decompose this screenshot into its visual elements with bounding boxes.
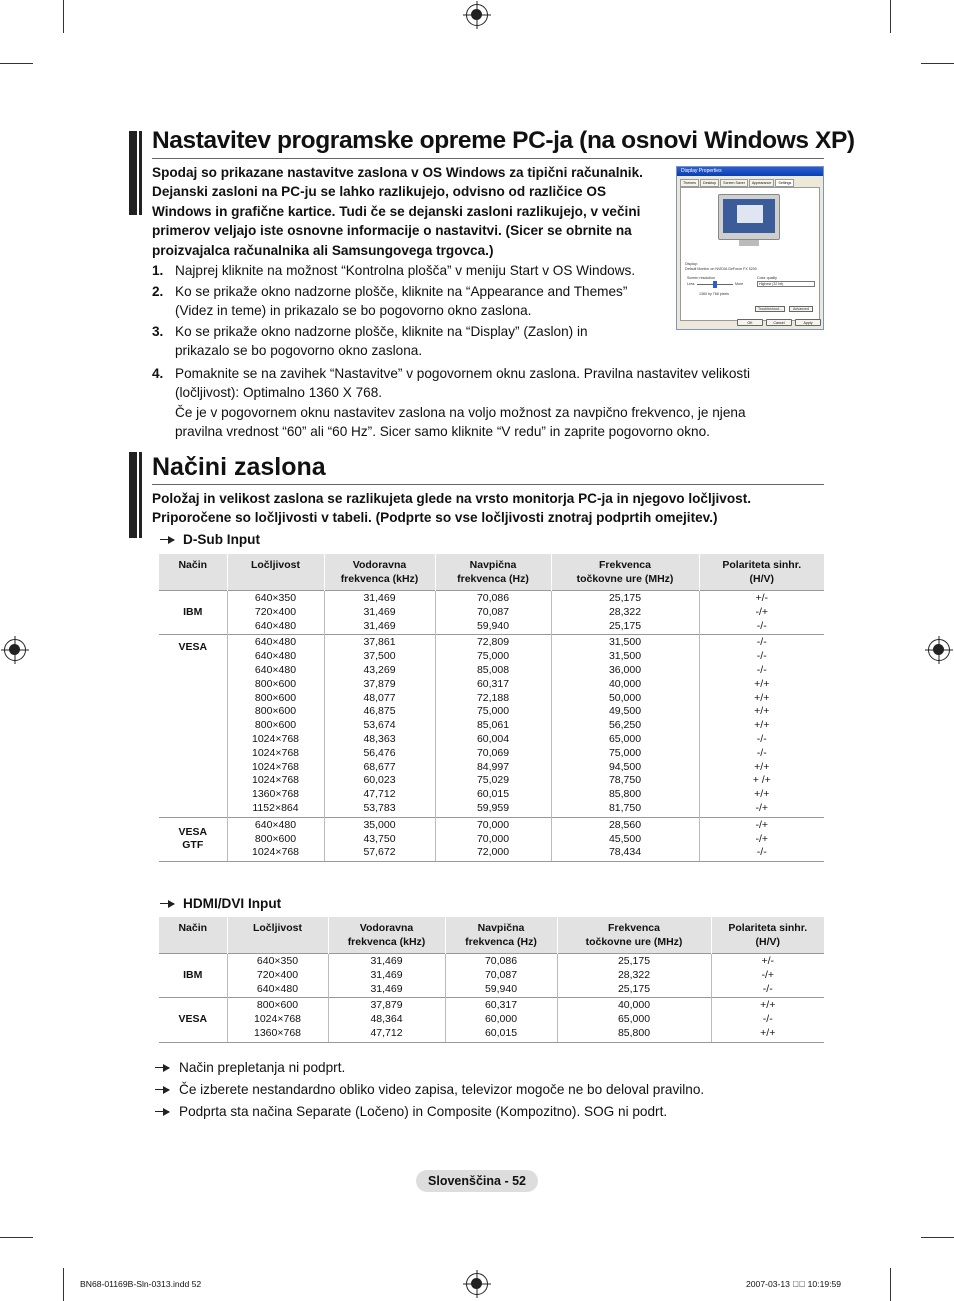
step-text: (ločljivost): Optimalno 1360 X 768. [175,385,383,401]
value-cell: 31,500 31,500 36,000 40,000 50,000 49,500 56,250 65,000 75,000 94,500 78,750 85,800 81,750 [551,635,699,817]
title-rule [152,158,824,159]
column-header: Način [159,917,227,954]
resolution-value: 1360 by 768 pixels [699,292,729,296]
step-number: 3. [152,324,164,339]
crop-mark [890,1268,891,1301]
cancel-button: Cancel [766,319,792,326]
intro-line: proizvajalca računalnika ali Samsungovega trgovca.) [152,242,494,258]
tab-themes: Themes [680,179,699,187]
intro-line: Dejanski zasloni na PC-ju se lahko razlikujejo, odvisno od različice OS [152,184,607,200]
column-header: Ločljivost [227,554,324,591]
intro-line: primerov veljajo iste osnovne informacije o nastavitvi. (Sicer se obrnite na [152,223,632,239]
note-sync [155,1104,667,1119]
intro-line: Spodaj so prikazane nastavitve zaslona v OS Windows za tipični računalnik. [152,165,643,180]
step-text: Ko se prikaže okno nadzorne plošče, kliknite na “Appearance and Themes” [175,284,628,299]
value-cell: 25,175 28,322 25,175 [551,591,699,635]
value-cell: 25,175 28,322 25,175 [557,954,711,998]
arrow-icon [155,1086,170,1094]
tab-desktop: Desktop [700,179,719,187]
slider-thumb [713,281,717,288]
value-cell: 70,086 70,087 59,940 [435,591,551,635]
table-header-row [159,554,824,591]
table-row [159,817,824,861]
step-4 [152,364,824,442]
section-title-software: Nastavitev programske opreme PC-ja (na osnovi Windows XP) [152,127,855,154]
note-interlace [155,1060,345,1075]
note-nonstandard [155,1082,704,1097]
troubleshoot-button: Troubleshoot... [755,306,785,312]
mode-cell: IBM [159,954,227,998]
hdmi-table [159,917,824,1043]
crop-mark [0,63,33,64]
value-cell: 31,469 31,469 31,469 [324,591,435,635]
crop-mark [63,1268,64,1301]
intro-line: Priporočene so ločljivosti v tabeli. (Podprte so vse ločljivosti znotraj podprtih omejitev.) [152,510,718,526]
column-header: Navpična frekvenca (Hz) [445,917,557,954]
dsub-heading [160,532,260,547]
page-number-badge: Slovenščina - 52 [416,1170,538,1192]
value-cell: 40,000 65,000 85,800 [557,998,711,1042]
value-cell: +/- -/+ -/- [711,954,824,998]
table-row [159,635,824,817]
title-rule [152,484,824,485]
value-cell: +/- -/+ -/- [699,591,824,635]
settings-pane [680,187,820,321]
note-text: Podprta sta načina Separate (Ločeno) in Composite (Kompozitno). SOG ni podrt. [179,1104,668,1119]
mode-cell: VESA [159,635,227,817]
apply-button: Apply [795,319,821,326]
step-text: (Videz in teme) in prikazalo se bo pogovorno okno zaslona. [175,303,532,319]
value-cell: 640×350 720×400 640×480 [227,591,324,635]
step-text: prikazalo se bo pogovorno okno zaslona. [175,343,423,359]
tab-settings: Settings [775,179,794,187]
mode-cell: VESA GTF [159,817,227,861]
column-header: Frekvenca točkovne ure (MHz) [551,554,699,591]
value-cell: -/- -/- -/- +/+ +/+ +/+ +/+ -/- -/- +/+ + /+ +/+ -/+ [699,635,824,817]
value-cell: 640×480 640×480 640×480 800×600 800×600 800×600 800×600 1024×768 1024×768 1024×768 1024×768 1360×768 1152×864 [227,635,324,817]
step-1 [152,261,672,280]
value-cell: 37,861 37,500 43,269 37,879 48,077 46,875 53,674 48,363 56,476 68,677 60,023 47,712 53,783 [324,635,435,817]
ok-button: OK [737,319,763,326]
step-3 [152,322,672,361]
advanced-button: Advanced [789,306,813,312]
value-cell: 35,000 43,750 57,672 [324,817,435,861]
color-value: Highest (32 bit) [757,281,815,287]
dsub-heading-text: D-Sub Input [183,532,261,547]
column-header: Polariteta sinhr. (H/V) [711,917,824,954]
arrow-icon [160,900,175,908]
tab-screen-saver: Screen Saver [720,179,748,187]
section-marker [129,452,142,538]
step-text: Najprej kliknite na možnost “Kontrolna plošča” v meniju Start v OS Windows. [175,263,636,278]
less-label: Less [687,282,695,286]
step-2 [152,282,672,321]
value-cell: 28,560 45,500 78,434 [551,817,699,861]
hdmi-heading [160,896,281,911]
value-cell: 70,086 70,087 59,940 [445,954,557,998]
dialog-title: Display Properties [677,167,823,176]
more-label: More [735,282,744,286]
slug-right: 2007-03-13 ￿￿ 10:19:59 [746,1279,842,1289]
registration-mark-icon [4,639,26,661]
arrow-icon [160,536,175,544]
table-row [159,954,824,998]
intro-paragraph [152,163,672,260]
crop-mark [921,63,954,64]
value-cell: +/+ -/- +/+ [711,998,824,1042]
arrow-icon [155,1064,170,1072]
value-cell: 640×350 720×400 640×480 [227,954,328,998]
color-label: Color quality [757,276,777,280]
mode-cell: VESA [159,998,227,1042]
table-row [159,998,824,1042]
step-number: 2. [152,284,164,299]
step-number: 4. [152,366,164,381]
step-text: Če je v pogovornem oknu nastavitev zaslona na voljo možnost za navpično frekvenco, je njena [175,404,746,420]
column-header: Ločljivost [227,917,328,954]
column-header: Način [159,554,227,591]
registration-mark-icon [928,639,950,661]
mode-cell: IBM [159,591,227,635]
registration-mark-icon [466,1273,488,1295]
column-header: Vodoravna frekvenca (kHz) [324,554,435,591]
step-text: pravilna vrednost “60” ali “60 Hz”. Sicer samo kliknite “V redu” in zaprite pogovorno okno. [175,424,710,440]
table-header-row [159,917,824,954]
dsub-table [159,554,824,862]
arrow-icon [155,1108,170,1116]
value-cell: 37,879 48,364 47,712 [328,998,445,1042]
column-header: Navpična frekvenca (Hz) [435,554,551,591]
display-value: Default Monitor on NVIDIA GeForce FX 5200 [685,267,757,271]
resolution-label: Screen resolution [687,276,715,280]
crop-mark [890,0,891,33]
modes-intro [152,489,824,528]
slug-left: BN68-01169B-Sln-0313.indd 52 [80,1279,202,1289]
table-row [159,591,824,635]
value-cell: 800×600 1024×768 1360×768 [227,998,328,1042]
column-header: Polariteta sinhr. (H/V) [699,554,824,591]
column-header: Vodoravna frekvenca (kHz) [328,917,445,954]
display-properties-screenshot [676,166,824,330]
value-cell: 60,317 60,000 60,015 [445,998,557,1042]
value-cell: 640×480 800×600 1024×768 [227,817,324,861]
value-cell: 31,469 31,469 31,469 [328,954,445,998]
value-cell: 72,809 75,000 85,008 60,317 72,188 75,000 85,061 60,004 70,069 84,997 75,029 60,015 59,959 [435,635,551,817]
display-label: Display: [685,262,698,266]
section-marker [129,131,142,215]
registration-mark-icon [466,4,488,26]
crop-mark [63,0,64,33]
step-text: Pomaknite se na zavihek “Nastavitve” v pogovornem oknu zaslona. Pravilna nastavitev velikosti [175,366,750,381]
intro-line: Windows in grafične kartice. Tudi če se dejanski zasloni razlikujejo, v večini [152,203,641,219]
intro-line: Položaj in velikost zaslona se razlikujeta glede na vrsto monitorja PC-ja in njegovo ločljivost. [152,491,752,506]
column-header: Frekvenca točkovne ure (MHz) [557,917,711,954]
note-text: Način prepletanja ni podprt. [179,1060,346,1075]
step-text: Ko se prikaže okno nadzorne plošče, kliknite na “Display” (Zaslon) in [175,324,588,339]
crop-mark [0,1237,33,1238]
crop-mark [921,1237,954,1238]
section-title-display-modes: Načini zaslona [152,453,326,481]
monitor-stand [739,240,759,246]
value-cell: 70,000 70,000 72,000 [435,817,551,861]
dialog-tabs [677,176,823,187]
note-text: Če izberete nestandardno obliko video zapisa, televizor mogoče ne bo deloval pravilno. [179,1082,705,1097]
monitor-icon [718,194,780,240]
hdmi-heading-text: HDMI/DVI Input [183,896,282,911]
value-cell: -/+ -/+ -/- [699,817,824,861]
step-number: 1. [152,263,164,278]
tab-appearance: Appearance [749,179,774,187]
